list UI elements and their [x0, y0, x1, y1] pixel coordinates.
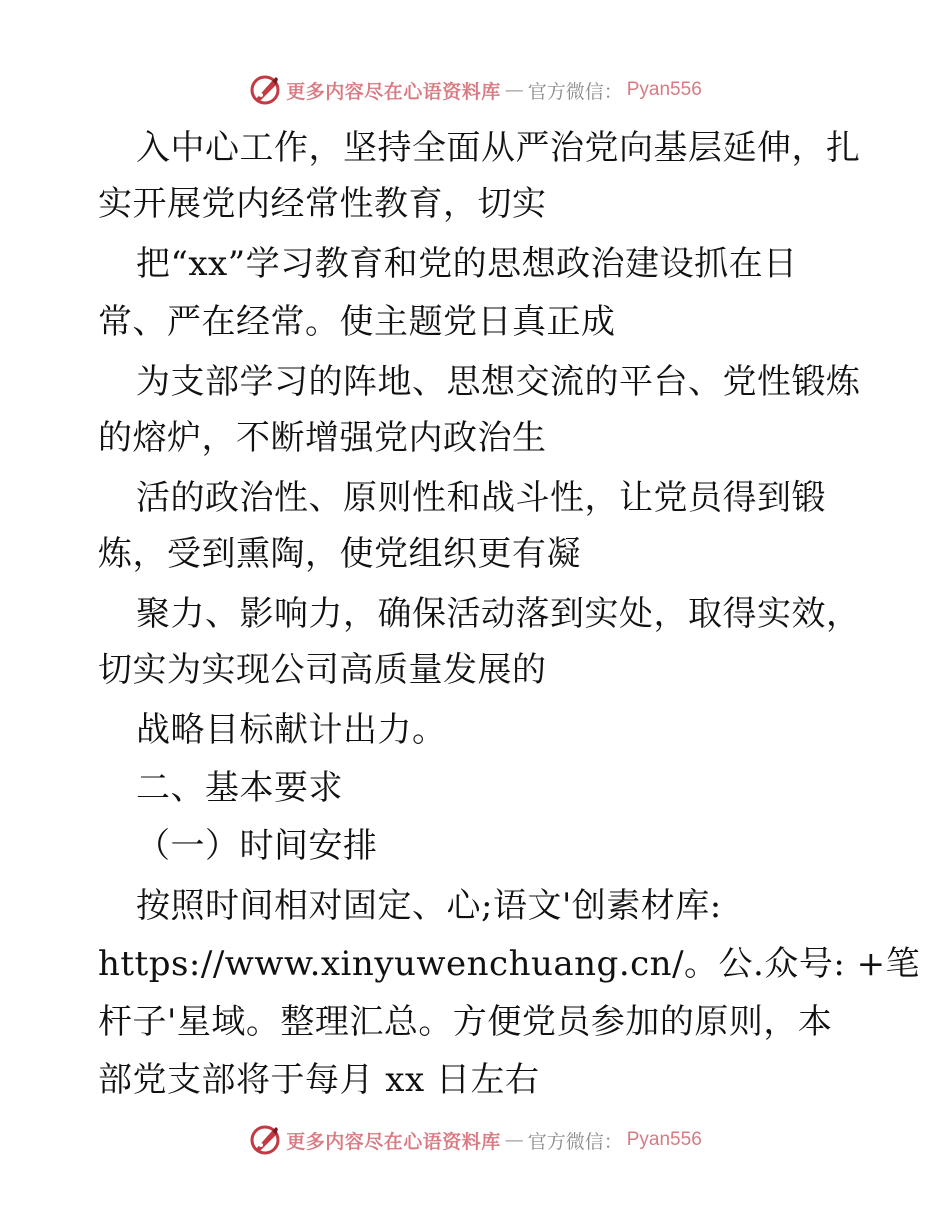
footer-banner-wechat-id: Pyan556: [626, 1129, 702, 1150]
header-banner-text: 更多内容尽在心语资料库: [286, 80, 501, 103]
body-line-16: 杆子'星域。整理汇总。方便党员参加的原则，本: [98, 1002, 833, 1042]
body-line-3: 把“xx”学习教育和党的思想政治建设抓在日: [136, 244, 798, 284]
body-line-14: 按照时间相对固定、心;语文'创素材库:: [136, 886, 722, 926]
body-line-8: 炼，受到熏陶，使党组织更有凝: [98, 534, 581, 574]
pen-logo-icon: [248, 1123, 282, 1157]
body-line-1: 入中心工作，坚持全面从严治党向基层延伸，扎: [136, 128, 861, 168]
body-line-6: 的熔炉，不断增强党内政治生: [98, 418, 547, 458]
footer-banner-inner: [248, 1123, 702, 1157]
header-banner-inner: [248, 73, 702, 107]
subsection-heading: （一）时间安排: [136, 826, 378, 866]
pen-logo-icon: [248, 73, 282, 107]
body-line-7: 活的政治性、原则性和战斗性，让党员得到锻: [136, 478, 826, 518]
footer-banner-official-label: 官方微信：: [527, 1130, 623, 1153]
body-line-2: 实开展党内经常性教育，切实: [98, 184, 547, 224]
footer-banner-separator: —: [504, 1129, 524, 1151]
body-line-15: https://www.xinyuwenchuang.cn/。公.众号: +笔: [98, 944, 921, 984]
body-line-9: 聚力、影响力，确保活动落到实处，取得实效，: [136, 594, 861, 634]
header-banner: [0, 70, 950, 110]
body-line-11: 战略目标献计出力。: [136, 710, 447, 750]
section-heading: 二、基本要求: [136, 768, 343, 808]
footer-banner-text: 更多内容尽在心语资料库: [286, 1130, 501, 1153]
body-line-5: 为支部学习的阵地、思想交流的平台、党性锻炼: [136, 362, 861, 402]
footer-banner: [0, 1120, 950, 1160]
body-line-17: 部党支部将于每月 xx 日左右: [98, 1060, 540, 1100]
body-line-4: 常、严在经常。使主题党日真正成: [98, 302, 616, 342]
header-banner-wechat-id: Pyan556: [626, 79, 702, 100]
header-banner-official-label: 官方微信：: [527, 80, 623, 103]
header-banner-separator: —: [504, 79, 524, 101]
body-line-10: 切实为实现公司高质量发展的: [98, 650, 547, 690]
